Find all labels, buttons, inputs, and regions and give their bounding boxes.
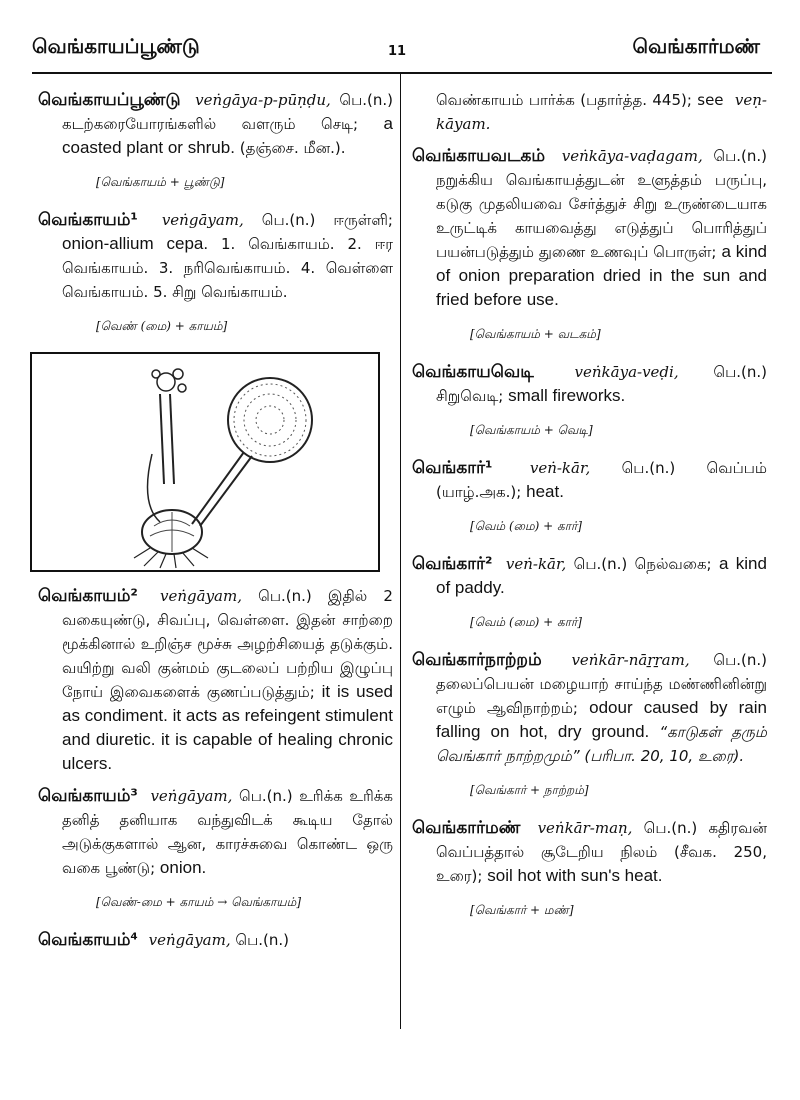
definition-en: odour caused by rain falling on hot, dry ground. (436, 698, 767, 741)
entry-venkayam-2 (38, 584, 393, 776)
transliteration: veṅkār-nāṟṟam, (571, 651, 690, 669)
headword: வெங்காயப்பூண்டு (38, 90, 181, 110)
entry-venkayam-4-continued (412, 88, 767, 136)
headword: வெங்காயம்⁴ (38, 930, 138, 950)
entry-venkayam-3 (38, 784, 393, 880)
running-head-left: வெங்காயப்பூண்டு (32, 34, 200, 58)
header-rule (32, 72, 772, 74)
etymology: [வெண்-மை + காயம் → வெங்காயம்] (96, 895, 302, 909)
headword: வெங்காயம்³ (38, 786, 138, 806)
column-divider (400, 74, 401, 1029)
etymology: [வெண் (மை) + காயம்] (96, 319, 228, 333)
transliteration: veṅgāyam, (160, 587, 242, 605)
etymology: [வெங்கார் + நாற்றம்] (470, 783, 589, 797)
headword: வெங்கார்¹ (412, 458, 493, 478)
definition-en: a kind of paddy. (436, 554, 767, 597)
entry-venkar-narram (412, 648, 767, 768)
left-column (38, 88, 393, 960)
headword: வெங்காயவடகம் (412, 146, 546, 166)
etymology: [வெம் (மை) + கார்] (470, 519, 582, 533)
headword: வெங்காயம்² (38, 586, 138, 606)
citation-quote: “காடுகள் தரும் வெங்கார் நாற்றமும்” (பரிபா. 20, 10, உரை). (436, 723, 767, 765)
definition-ta: பெ.(n.) இதில் 2 வகையுண்டு, சிவப்பு, வெள்ளை. இதன் சாற்றை மூக்கினால் உறிஞ்ச மூச்சு அழற்சியைத் தடுக்கும். வயிற்று வலி குன்மம் குடலைப் பற்றிய இழுப்பு நோய் இவைகளைக் குணப்படுத்தும்; (62, 587, 393, 701)
entry-venkaya-vedi (412, 360, 767, 408)
transliteration: veṅgāyam, (150, 787, 233, 805)
transliteration: veṅgāyam, (161, 211, 244, 229)
transliteration: veṅkāya-vaḍagam, (561, 147, 703, 165)
definition-en: onion-allium cepa. (62, 234, 209, 253)
definition-ta: பெ.(n.) தலைப்பெயன் மழையாற் சாய்ந்த மண்ணினின்று எழும் ஆவிநாற்றம்; (436, 651, 767, 717)
page-number: 11 (388, 44, 407, 59)
etymology: [வெங்கார் + மண்] (470, 903, 574, 917)
definition-ta: பெ.(n.) நறுக்கிய வெங்காயத்துடன் உளுத்தம் பருப்பு, கடுகு முதலியவை சேர்த்துச் சிறு உருண்டையாக உருட்டிக் காயவைத்து எடுத்துப் பொரித்துப் பயன்படுத்தும் துணை உணவுப் பொருள்; (436, 147, 767, 261)
headword: வெங்காயவெடி (412, 362, 534, 382)
definition-ta: பெ.(n.) உரிக்க உரிக்க தனித் தனியாக வந்துவிடக் கூடிய தோல் அடுக்குகளால் ஆன, காரச்சுவை கொண்ட ஒரு வகை பூண்டு; (62, 787, 393, 877)
definition-ta: பெ.(n.) (235, 931, 289, 949)
etymology: [வெங்காயம் + வடகம்] (470, 327, 601, 341)
definition-en: heat. (526, 482, 564, 501)
entry-venkayam-4 (38, 928, 393, 952)
see-reference: veṇ-kāyam. (436, 91, 767, 133)
definition-ta: பெ.(n.) கதிரவன் வெப்பத்தால் சூடேறிய நிலம் (சீவக. 250, உரை); (436, 819, 767, 885)
entry-venkayam-1 (38, 208, 393, 304)
headword: வெங்கார்நாற்றம் (412, 650, 542, 670)
onion-plant-icon (32, 354, 378, 570)
definition-ta: பெ.(n.) ஈருள்ளி; (261, 211, 393, 229)
definition-en: small fireworks. (508, 386, 626, 405)
etymology: [வெங்காயம் + பூண்டு] (96, 175, 225, 189)
entry-venkaya-vadagam (412, 144, 767, 312)
etymology: [வெங்காயம் + வெடி] (470, 423, 593, 437)
entry-venkaya-p-pundu (38, 88, 393, 160)
entry-venkar-1 (412, 456, 767, 504)
entry-venkar-man (412, 816, 767, 888)
headword: வெங்கார்மண் (412, 818, 521, 838)
headword: வெங்காயம்¹ (38, 210, 138, 230)
transliteration: veṅgāyam, (148, 931, 231, 949)
definition-en: a kind of onion preparation dried in the sun and fried before use. (436, 242, 767, 309)
definition-en: soil hot with sun's heat. (487, 866, 663, 885)
transliteration: veṅkāya-veḍi, (574, 363, 679, 381)
definition-ta: பெ.(n.) நெல்வகை; (573, 555, 712, 573)
definition-ta: பெ.(n.) சிறுவெடி; (436, 363, 767, 405)
definition-ta: பெ.(n.) கடற்கரையோரங்களில் வளரும் செடி; (62, 91, 393, 133)
definition-en: it is used as condiment. it acts as refeingent stimulent and diuretic. it is capable of healing chronic ulcers. (62, 682, 393, 773)
entry-venkar-2 (412, 552, 767, 600)
definition-ta: பெ.(n.) வெப்பம் (யாழ்.அக.); (436, 459, 767, 501)
onion-illustration (30, 352, 380, 572)
variety-list: 1. வெங்காயம். 2. ஈர வெங்காயம். 3. நரிவெங்காயம். 4. வெள்ளை வெங்காயம். 5. சிறு வெங்காயம். (62, 235, 393, 301)
etymology: [வெம் (மை) + கார்] (470, 615, 582, 629)
definition-en: a coasted plant or shrub. (62, 114, 393, 157)
right-column (412, 88, 767, 936)
definition-ta: வெண்காயம் பார்க்க (பதார்த்த. 445); see (436, 91, 724, 109)
transliteration: veṅkār-maṇ, (537, 819, 633, 837)
running-head-right: வெங்கார்மண் (632, 34, 760, 58)
source-ref: (தஞ்சை. மீன.). (239, 139, 346, 157)
headword: வெங்கார்² (412, 554, 493, 574)
transliteration: veṅ-kār, (529, 459, 591, 477)
definition-en: onion. (159, 858, 207, 877)
transliteration: veṅgāya-p-pūṇḍu, (195, 91, 331, 109)
transliteration: veṅ-kār, (505, 555, 567, 573)
